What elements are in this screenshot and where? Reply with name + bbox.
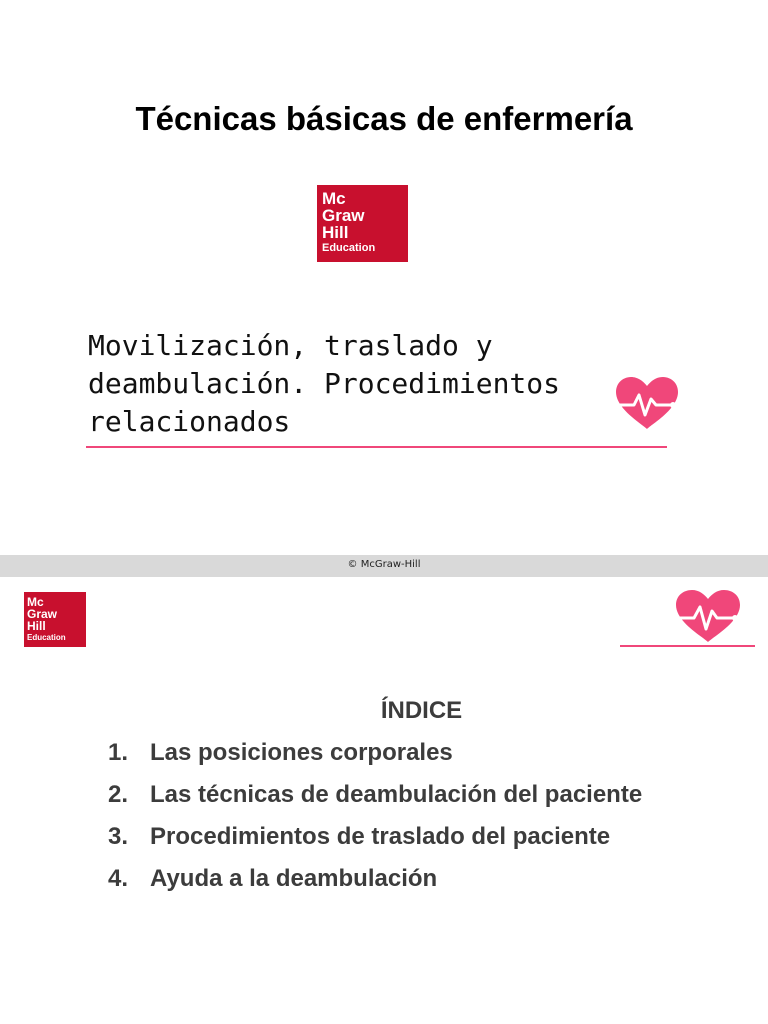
mcgraw-hill-logo (317, 185, 408, 262)
logo-line: Education (27, 633, 66, 642)
list-item (108, 736, 642, 778)
mcgraw-hill-logo (24, 592, 86, 647)
logo-line: Education (322, 242, 376, 254)
logo-line: Graw (322, 206, 365, 225)
heart-pulse-icon (612, 375, 682, 431)
list-item (108, 820, 642, 862)
logo-line: Hill (27, 619, 46, 633)
accent-rule (86, 446, 667, 448)
item-number: 1. (108, 739, 129, 766)
logo-line: Hill (322, 223, 349, 242)
index-list (108, 736, 642, 904)
item-number: 2. (108, 781, 129, 808)
slide-title: Técnicas básicas de enfermería (135, 100, 633, 137)
logo-line: Graw (27, 607, 58, 621)
list-item (108, 862, 642, 904)
subtitle-line: Movilización, traslado y (88, 329, 493, 362)
copyright-bar: © McGraw-Hill (0, 555, 768, 577)
item-number: 4. (108, 865, 129, 892)
chapter-subtitle (88, 327, 608, 441)
subtitle-line: relacionados (88, 405, 291, 438)
heart-pulse-icon (672, 588, 744, 644)
item-number: 3. (108, 823, 129, 850)
index-heading: ÍNDICE (380, 697, 463, 724)
item-text: Las posiciones corporales (150, 739, 453, 766)
item-text: Ayuda a la deambulación (150, 865, 438, 892)
subtitle-line: deambulación. Procedimientos (88, 367, 561, 400)
item-text: Procedimientos de traslado del paciente (150, 823, 611, 850)
logo-line: Mc (322, 189, 346, 208)
item-text: Las técnicas de deambulación del paciente (150, 781, 643, 808)
logo-line: Mc (27, 595, 44, 609)
accent-rule (620, 645, 755, 647)
list-item (108, 778, 642, 820)
